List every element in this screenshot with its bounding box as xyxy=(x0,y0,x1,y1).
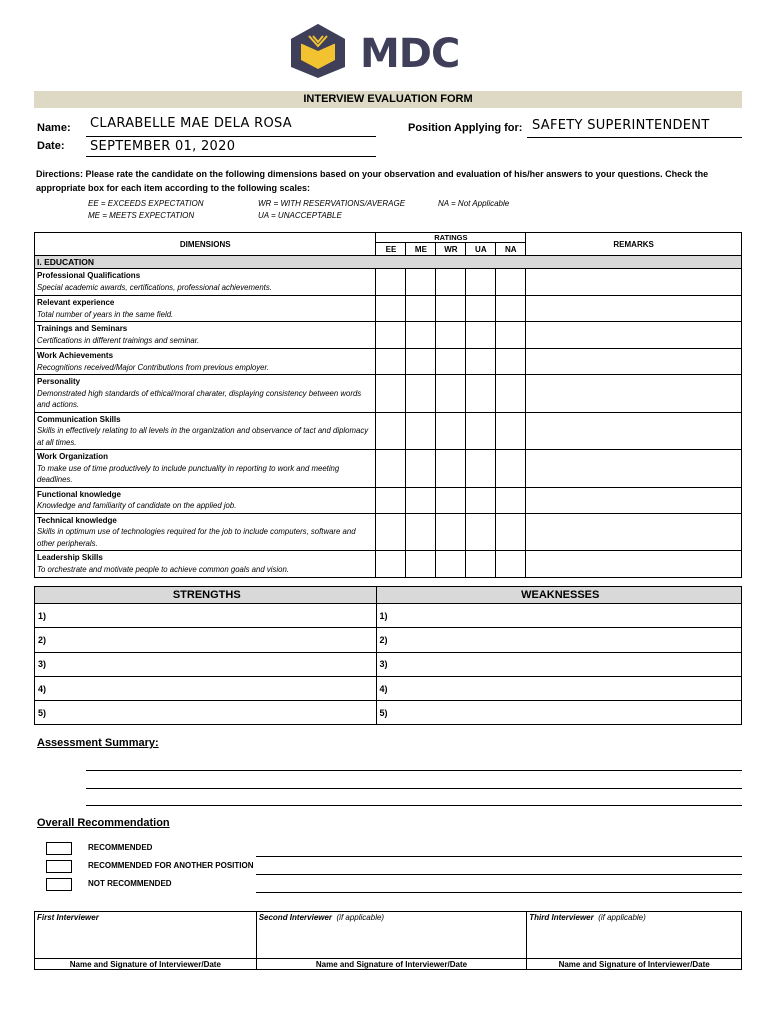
name-underline xyxy=(86,136,376,137)
remarks-cell[interactable] xyxy=(526,551,742,578)
rating-box-wr[interactable] xyxy=(436,322,466,349)
table-row xyxy=(35,296,742,322)
legend-wr: WR = WITH RESERVATIONS/AVERAGE xyxy=(258,199,406,208)
rating-col-na: NA xyxy=(496,243,526,256)
rating-box-ua[interactable] xyxy=(466,269,496,296)
dimension-cell: Relevant experience Total number of years in the same field. xyxy=(35,296,376,322)
strengths-weaknesses-table xyxy=(34,586,742,725)
table-row xyxy=(35,412,742,450)
rating-box-ua[interactable] xyxy=(466,551,496,578)
rating-box-wr[interactable] xyxy=(436,349,466,375)
table-row xyxy=(35,349,742,375)
rating-box-na[interactable] xyxy=(496,487,526,513)
rating-box-me[interactable] xyxy=(406,375,436,413)
rating-box-na[interactable] xyxy=(496,412,526,450)
rating-box-ua[interactable] xyxy=(466,450,496,488)
overall-recommendation-label: Overall Recommendation xyxy=(37,817,170,829)
weakness-field-1[interactable]: 1) xyxy=(376,604,742,628)
weaknesses-header: WEAKNESSES xyxy=(376,587,742,604)
legend-me: ME = MEETS EXPECTATION xyxy=(88,211,195,220)
weakness-field-2[interactable]: 2) xyxy=(376,628,742,652)
weakness-field-4[interactable]: 4) xyxy=(376,676,742,700)
form-title: INTERVIEW EVALUATION FORM xyxy=(34,91,742,108)
position-underline xyxy=(527,137,742,138)
remarks-cell[interactable] xyxy=(526,322,742,349)
recommended-checkbox[interactable] xyxy=(46,842,72,855)
directions-text: Directions: Please rate the candidate on the following dimensions based on your observation and evaluation of his/her answers to your questions. Check the appropriate box for each item according to the following scales: xyxy=(36,169,709,193)
rating-box-ee[interactable] xyxy=(376,349,406,375)
rating-box-ee[interactable] xyxy=(376,322,406,349)
rating-box-wr[interactable] xyxy=(436,487,466,513)
rating-box-me[interactable] xyxy=(406,551,436,578)
dimension-cell: Functional knowledge Knowledge and familiarity of candidate on the applied job. xyxy=(35,487,376,513)
dimension-cell: Technical knowledge Skills in optimum use of technologies required for the job to include computers, software and other peripherals. xyxy=(35,513,376,551)
rating-box-ee[interactable] xyxy=(376,375,406,413)
table-row xyxy=(35,322,742,349)
name-label: Name: xyxy=(37,122,71,134)
legend-ee: EE = EXCEEDS EXPECTATION xyxy=(88,199,204,208)
rating-box-me[interactable] xyxy=(406,487,436,513)
weakness-field-5[interactable]: 5) xyxy=(376,701,742,725)
rating-box-me[interactable] xyxy=(406,450,436,488)
remarks-cell[interactable] xyxy=(526,296,742,322)
table-row xyxy=(35,269,742,296)
signature-label-2: Name and Signature of Interviewer/Date xyxy=(256,959,527,970)
second-interviewer-box[interactable]: Second Interviewer (if applicable) xyxy=(256,912,527,959)
rating-box-ee[interactable] xyxy=(376,412,406,450)
remarks-cell[interactable] xyxy=(526,450,742,488)
logo-text: MDC xyxy=(360,31,460,77)
rating-box-wr[interactable] xyxy=(436,551,466,578)
position-label: Position Applying for: xyxy=(408,122,523,134)
strength-field-2[interactable]: 2) xyxy=(35,628,377,652)
dimension-cell: Professional Qualifications Special academic awards, certifications, professional achievements. xyxy=(35,269,376,296)
rating-box-wr[interactable] xyxy=(436,513,466,551)
remarks-cell[interactable] xyxy=(526,375,742,413)
table-row xyxy=(35,487,742,513)
not-recommended-checkbox[interactable] xyxy=(46,878,72,891)
evaluation-table xyxy=(34,232,742,578)
rating-col-me: ME xyxy=(406,243,436,256)
rating-box-na[interactable] xyxy=(496,349,526,375)
rating-box-wr[interactable] xyxy=(436,296,466,322)
recommendation-line-2[interactable] xyxy=(256,874,742,875)
remarks-cell[interactable] xyxy=(526,269,742,296)
recommended-another-position-label: RECOMMENDED FOR ANOTHER POSITION xyxy=(88,861,254,870)
rating-box-ee[interactable] xyxy=(376,487,406,513)
rating-box-ua[interactable] xyxy=(466,296,496,322)
date-underline xyxy=(86,156,376,157)
legend-na: NA = Not Applicable xyxy=(438,199,510,208)
signature-label-3: Name and Signature of Interviewer/Date xyxy=(527,959,742,970)
recommended-label: RECOMMENDED xyxy=(88,843,153,852)
table-row xyxy=(35,513,742,551)
rating-box-ee[interactable] xyxy=(376,269,406,296)
rating-box-me[interactable] xyxy=(406,513,436,551)
dimensions-header: DIMENSIONS xyxy=(35,233,376,256)
rating-box-wr[interactable] xyxy=(436,375,466,413)
strength-field-3[interactable]: 3) xyxy=(35,652,377,676)
remarks-cell[interactable] xyxy=(526,412,742,450)
assessment-line-1[interactable] xyxy=(86,770,742,771)
rating-box-wr[interactable] xyxy=(436,269,466,296)
name-value[interactable]: CLARABELLE MAE DELA ROSA xyxy=(90,116,292,131)
dimension-cell: Work Achievements Recognitions received/Major Contributions from previous employer. xyxy=(35,349,376,375)
strength-field-5[interactable]: 5) xyxy=(35,701,377,725)
strength-field-4[interactable]: 4) xyxy=(35,676,377,700)
rating-box-na[interactable] xyxy=(496,551,526,578)
rating-box-wr[interactable] xyxy=(436,412,466,450)
rating-box-na[interactable] xyxy=(496,513,526,551)
ratings-header: RATINGS xyxy=(376,233,526,243)
rating-box-na[interactable] xyxy=(496,450,526,488)
rating-box-ua[interactable] xyxy=(466,322,496,349)
rating-box-me[interactable] xyxy=(406,349,436,375)
table-row xyxy=(35,375,742,413)
rating-box-ua[interactable] xyxy=(466,412,496,450)
dimension-cell: Work Organization To make use of time productively to include punctuality in reporting to work and meeting deadlines. xyxy=(35,450,376,488)
rating-col-ua: UA xyxy=(466,243,496,256)
remarks-cell[interactable] xyxy=(526,513,742,551)
rating-box-na[interactable] xyxy=(496,375,526,413)
rating-box-ee[interactable] xyxy=(376,551,406,578)
table-row xyxy=(35,450,742,488)
recommendation-line-1[interactable] xyxy=(256,856,742,857)
third-interviewer-box[interactable]: Third Interviewer (if applicable) xyxy=(527,912,742,959)
remarks-cell[interactable] xyxy=(526,487,742,513)
weakness-field-3[interactable]: 3) xyxy=(376,652,742,676)
not-recommended-label: NOT RECOMMENDED xyxy=(88,879,172,888)
rating-box-na[interactable] xyxy=(496,269,526,296)
first-interviewer-box[interactable]: First Interviewer xyxy=(35,912,257,959)
rating-box-me[interactable] xyxy=(406,296,436,322)
assessment-summary-label: Assessment Summary: xyxy=(37,737,159,749)
rating-box-ee[interactable] xyxy=(376,513,406,551)
strengths-header: STRENGTHS xyxy=(35,587,377,604)
interviewer-signature-table xyxy=(34,911,742,970)
dimension-cell: Personality Demonstrated high standards of ethical/moral charater, displaying consistency between words and actions. xyxy=(35,375,376,413)
recommended-another-position-checkbox[interactable] xyxy=(46,860,72,873)
rating-box-ee[interactable] xyxy=(376,296,406,322)
rating-box-me[interactable] xyxy=(406,322,436,349)
recommendation-line-3[interactable] xyxy=(256,892,742,893)
rating-box-me[interactable] xyxy=(406,412,436,450)
date-label: Date: xyxy=(37,140,65,152)
dimension-cell: Communication Skills Skills in effectively relating to all levels in the organization and observance of tact and diplomacy at all times. xyxy=(35,412,376,450)
section-education: I. EDUCATION xyxy=(35,256,742,269)
table-row xyxy=(35,551,742,578)
position-value[interactable]: SAFETY SUPERINTENDENT xyxy=(532,118,710,133)
remarks-cell[interactable] xyxy=(526,349,742,375)
rating-box-ua[interactable] xyxy=(466,487,496,513)
rating-box-ua[interactable] xyxy=(466,349,496,375)
dimension-cell: Trainings and Seminars Certifications in different trainings and seminar. xyxy=(35,322,376,349)
assessment-line-3[interactable] xyxy=(86,805,742,806)
rating-col-wr: WR xyxy=(436,243,466,256)
rating-box-ua[interactable] xyxy=(466,513,496,551)
signature-label-1: Name and Signature of Interviewer/Date xyxy=(35,959,257,970)
rating-box-me[interactable] xyxy=(406,269,436,296)
remarks-header: REMARKS xyxy=(526,233,742,256)
legend-ua: UA = UNACCEPTABLE xyxy=(258,211,342,220)
rating-col-ee: EE xyxy=(376,243,406,256)
dimension-cell: Leadership Skills To orchestrate and motivate people to achieve common goals and vision. xyxy=(35,551,376,578)
rating-box-ua[interactable] xyxy=(466,375,496,413)
date-value[interactable]: SEPTEMBER 01, 2020 xyxy=(90,139,236,154)
strength-field-1[interactable]: 1) xyxy=(35,604,377,628)
rating-box-na[interactable] xyxy=(496,322,526,349)
assessment-line-2[interactable] xyxy=(86,788,742,789)
rating-box-na[interactable] xyxy=(496,296,526,322)
rating-box-wr[interactable] xyxy=(436,450,466,488)
rating-box-ee[interactable] xyxy=(376,450,406,488)
